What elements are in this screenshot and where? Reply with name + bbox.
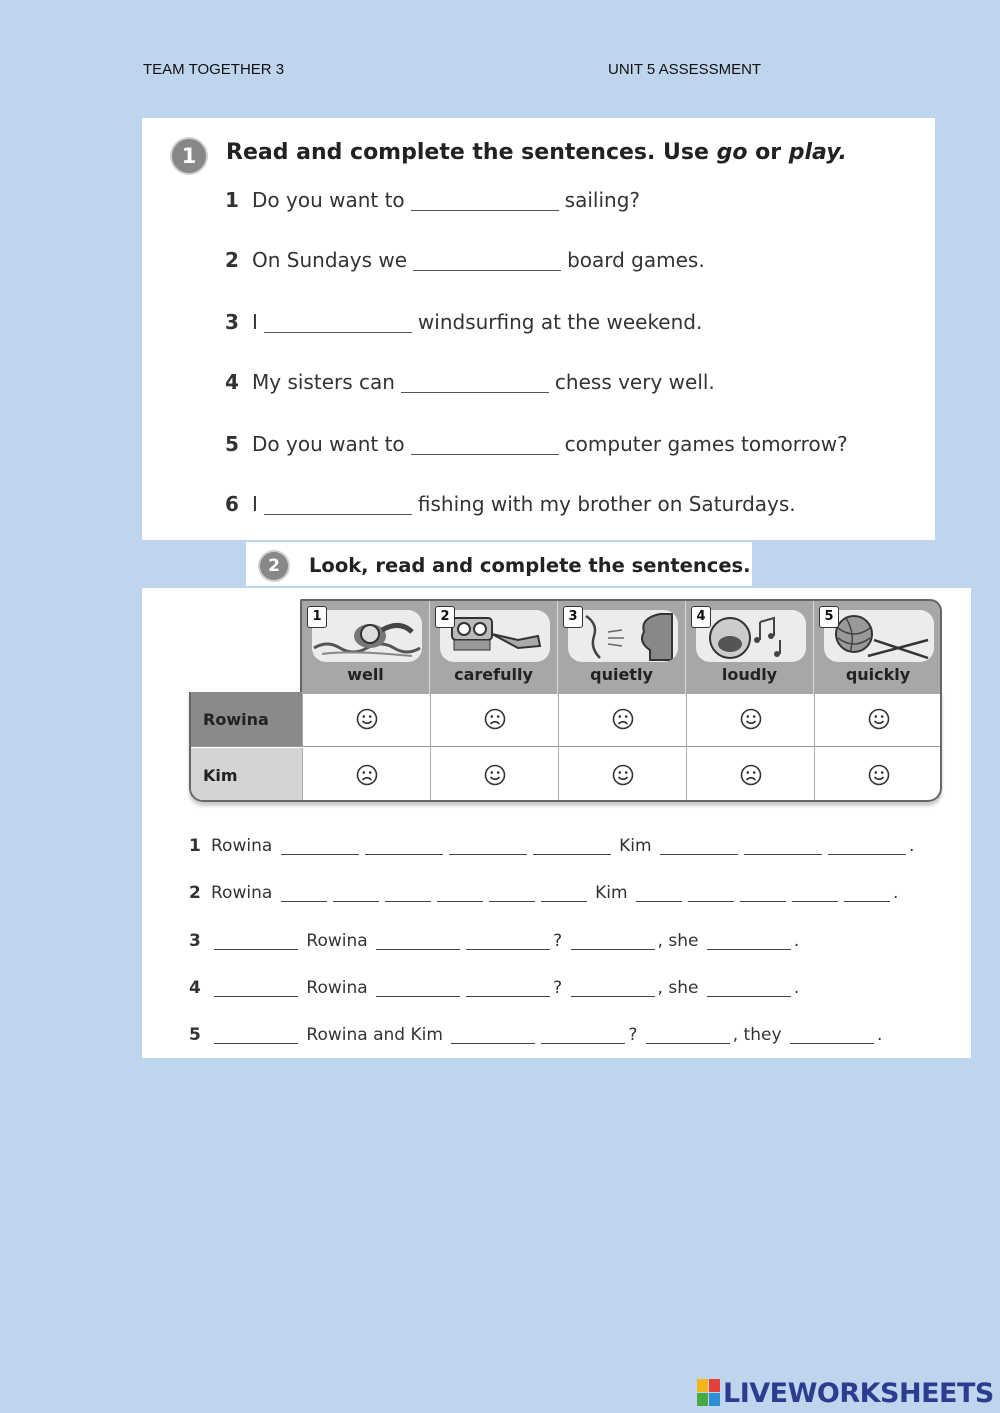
- answer-blank[interactable]: [437, 885, 483, 902]
- ex1-sentence-1: 1 Do you want to sailing?: [225, 188, 641, 212]
- answer-blank[interactable]: [411, 434, 559, 455]
- adverb-column: [302, 601, 430, 696]
- adverb-column: [558, 601, 686, 696]
- happy-face-icon: [484, 764, 506, 786]
- face-cell: [558, 692, 686, 746]
- answer-blank[interactable]: [411, 190, 559, 211]
- face-cell: [558, 748, 686, 802]
- adverb-column: [814, 601, 942, 696]
- face-cell: [814, 692, 942, 746]
- answer-blank[interactable]: [214, 1027, 298, 1044]
- answer-blank[interactable]: [844, 885, 890, 902]
- answer-blank[interactable]: [571, 933, 655, 950]
- header-unit: UNIT 5 ASSESSMENT: [608, 61, 762, 78]
- adverb-label: carefully: [454, 665, 533, 684]
- answer-blank[interactable]: [385, 885, 431, 902]
- answer-blank[interactable]: [214, 980, 298, 997]
- answer-blank[interactable]: [264, 312, 412, 333]
- picture-number: 1: [307, 606, 327, 628]
- adverb-table-header: [300, 599, 942, 694]
- header-title: TEAM TOGETHER 3: [143, 61, 285, 78]
- sad-face-icon: [356, 764, 378, 786]
- exercise-2-header: [246, 542, 752, 586]
- answer-blank[interactable]: [828, 838, 906, 855]
- adverb-label: loudly: [721, 665, 778, 684]
- picture-number: 4: [691, 606, 711, 628]
- answer-blank[interactable]: [376, 980, 460, 997]
- answer-blank[interactable]: [466, 933, 550, 950]
- face-cell: [302, 692, 430, 746]
- answer-blank[interactable]: [707, 933, 791, 950]
- answer-blank[interactable]: [688, 885, 734, 902]
- exercise-2-panel: [142, 588, 971, 1058]
- answer-blank[interactable]: [449, 838, 527, 855]
- ex1-sentence-6: 6 I fishing with my brother on Saturdays.: [225, 492, 796, 516]
- table-row: [191, 748, 942, 802]
- answer-blank[interactable]: [646, 1027, 730, 1044]
- sad-face-icon: [484, 708, 506, 730]
- picture-number: 3: [563, 606, 583, 628]
- row-name: Kim: [191, 748, 302, 802]
- answer-blank[interactable]: [571, 980, 655, 997]
- answer-blank[interactable]: [365, 838, 443, 855]
- answer-blank[interactable]: [413, 250, 561, 271]
- sad-face-icon: [612, 708, 634, 730]
- answer-blank[interactable]: [376, 933, 460, 950]
- ex1-sentence-4: 4 My sisters can chess very well.: [225, 370, 715, 394]
- ex2-sentence-1: 1 Rowina Kim .: [189, 836, 915, 856]
- ex2-sentence-3: 3 Rowina ? , she .: [189, 931, 800, 951]
- adverb-label: quietly: [590, 665, 653, 684]
- answer-blank[interactable]: [264, 494, 412, 515]
- answer-blank[interactable]: [451, 1027, 535, 1044]
- logo-mark-icon: [697, 1378, 721, 1408]
- answer-blank[interactable]: [333, 885, 379, 902]
- ex2-sentence-4: 4 Rowina ? , she .: [189, 978, 800, 998]
- answer-blank[interactable]: [792, 885, 838, 902]
- answer-blank[interactable]: [401, 372, 549, 393]
- singing-icon: [696, 610, 806, 662]
- swimmer-icon: [312, 610, 422, 662]
- face-cell: [686, 748, 814, 802]
- happy-face-icon: [356, 708, 378, 730]
- whisper-icon: [568, 610, 678, 662]
- ex2-sentence-2: 2 Rowina Kim .: [189, 883, 899, 903]
- answer-blank[interactable]: [636, 885, 682, 902]
- sad-face-icon: [740, 764, 762, 786]
- answer-blank[interactable]: [744, 838, 822, 855]
- answer-blank[interactable]: [533, 838, 611, 855]
- ex1-sentence-2: 2 On Sundays we board games.: [225, 248, 705, 272]
- ex1-sentence-5: 5 Do you want to computer games tomorrow?: [225, 432, 848, 456]
- adverb-label: well: [347, 665, 384, 684]
- ex1-sentence-3: 3 I windsurfing at the weekend.: [225, 310, 703, 334]
- face-cell: [686, 692, 814, 746]
- answer-blank[interactable]: [489, 885, 535, 902]
- exercise-number-badge: 2: [260, 552, 288, 580]
- happy-face-icon: [740, 708, 762, 730]
- happy-face-icon: [868, 764, 890, 786]
- adverb-column: [686, 601, 814, 696]
- exercise-2-instructions: Look, read and complete the sentences.: [309, 554, 751, 577]
- happy-face-icon: [868, 708, 890, 730]
- exercise-number-badge: 1: [172, 139, 206, 173]
- liveworksheets-logo: [697, 1376, 994, 1410]
- face-cell: [430, 692, 558, 746]
- answer-blank[interactable]: [740, 885, 786, 902]
- picture-number: 2: [435, 606, 455, 628]
- face-cell: [430, 748, 558, 802]
- adverb-label: quickly: [845, 665, 911, 684]
- face-cell: [302, 748, 430, 802]
- face-cell: [814, 748, 942, 802]
- answer-blank[interactable]: [790, 1027, 874, 1044]
- answer-blank[interactable]: [466, 980, 550, 997]
- answer-blank[interactable]: [660, 838, 738, 855]
- picture-number: 5: [819, 606, 839, 628]
- answer-blank[interactable]: [281, 838, 359, 855]
- answer-blank[interactable]: [281, 885, 327, 902]
- logo-text: LIVEWORKSHEETS: [723, 1377, 994, 1409]
- robot-toy-icon: [440, 610, 550, 662]
- adverb-table-body: [189, 692, 942, 802]
- answer-blank[interactable]: [541, 885, 587, 902]
- answer-blank[interactable]: [707, 980, 791, 997]
- table-row: [191, 692, 942, 747]
- row-name: Rowina: [191, 692, 302, 746]
- exercise-1-instructions: Read and complete the sentences. Use go or play.: [226, 140, 847, 165]
- knitting-icon: [824, 610, 934, 662]
- ex2-sentence-5: 5 Rowina and Kim ? , they .: [189, 1025, 883, 1045]
- adverb-column: [430, 601, 558, 696]
- exercise-1-panel: [142, 118, 935, 540]
- answer-blank[interactable]: [541, 1027, 625, 1044]
- happy-face-icon: [612, 764, 634, 786]
- answer-blank[interactable]: [214, 933, 298, 950]
